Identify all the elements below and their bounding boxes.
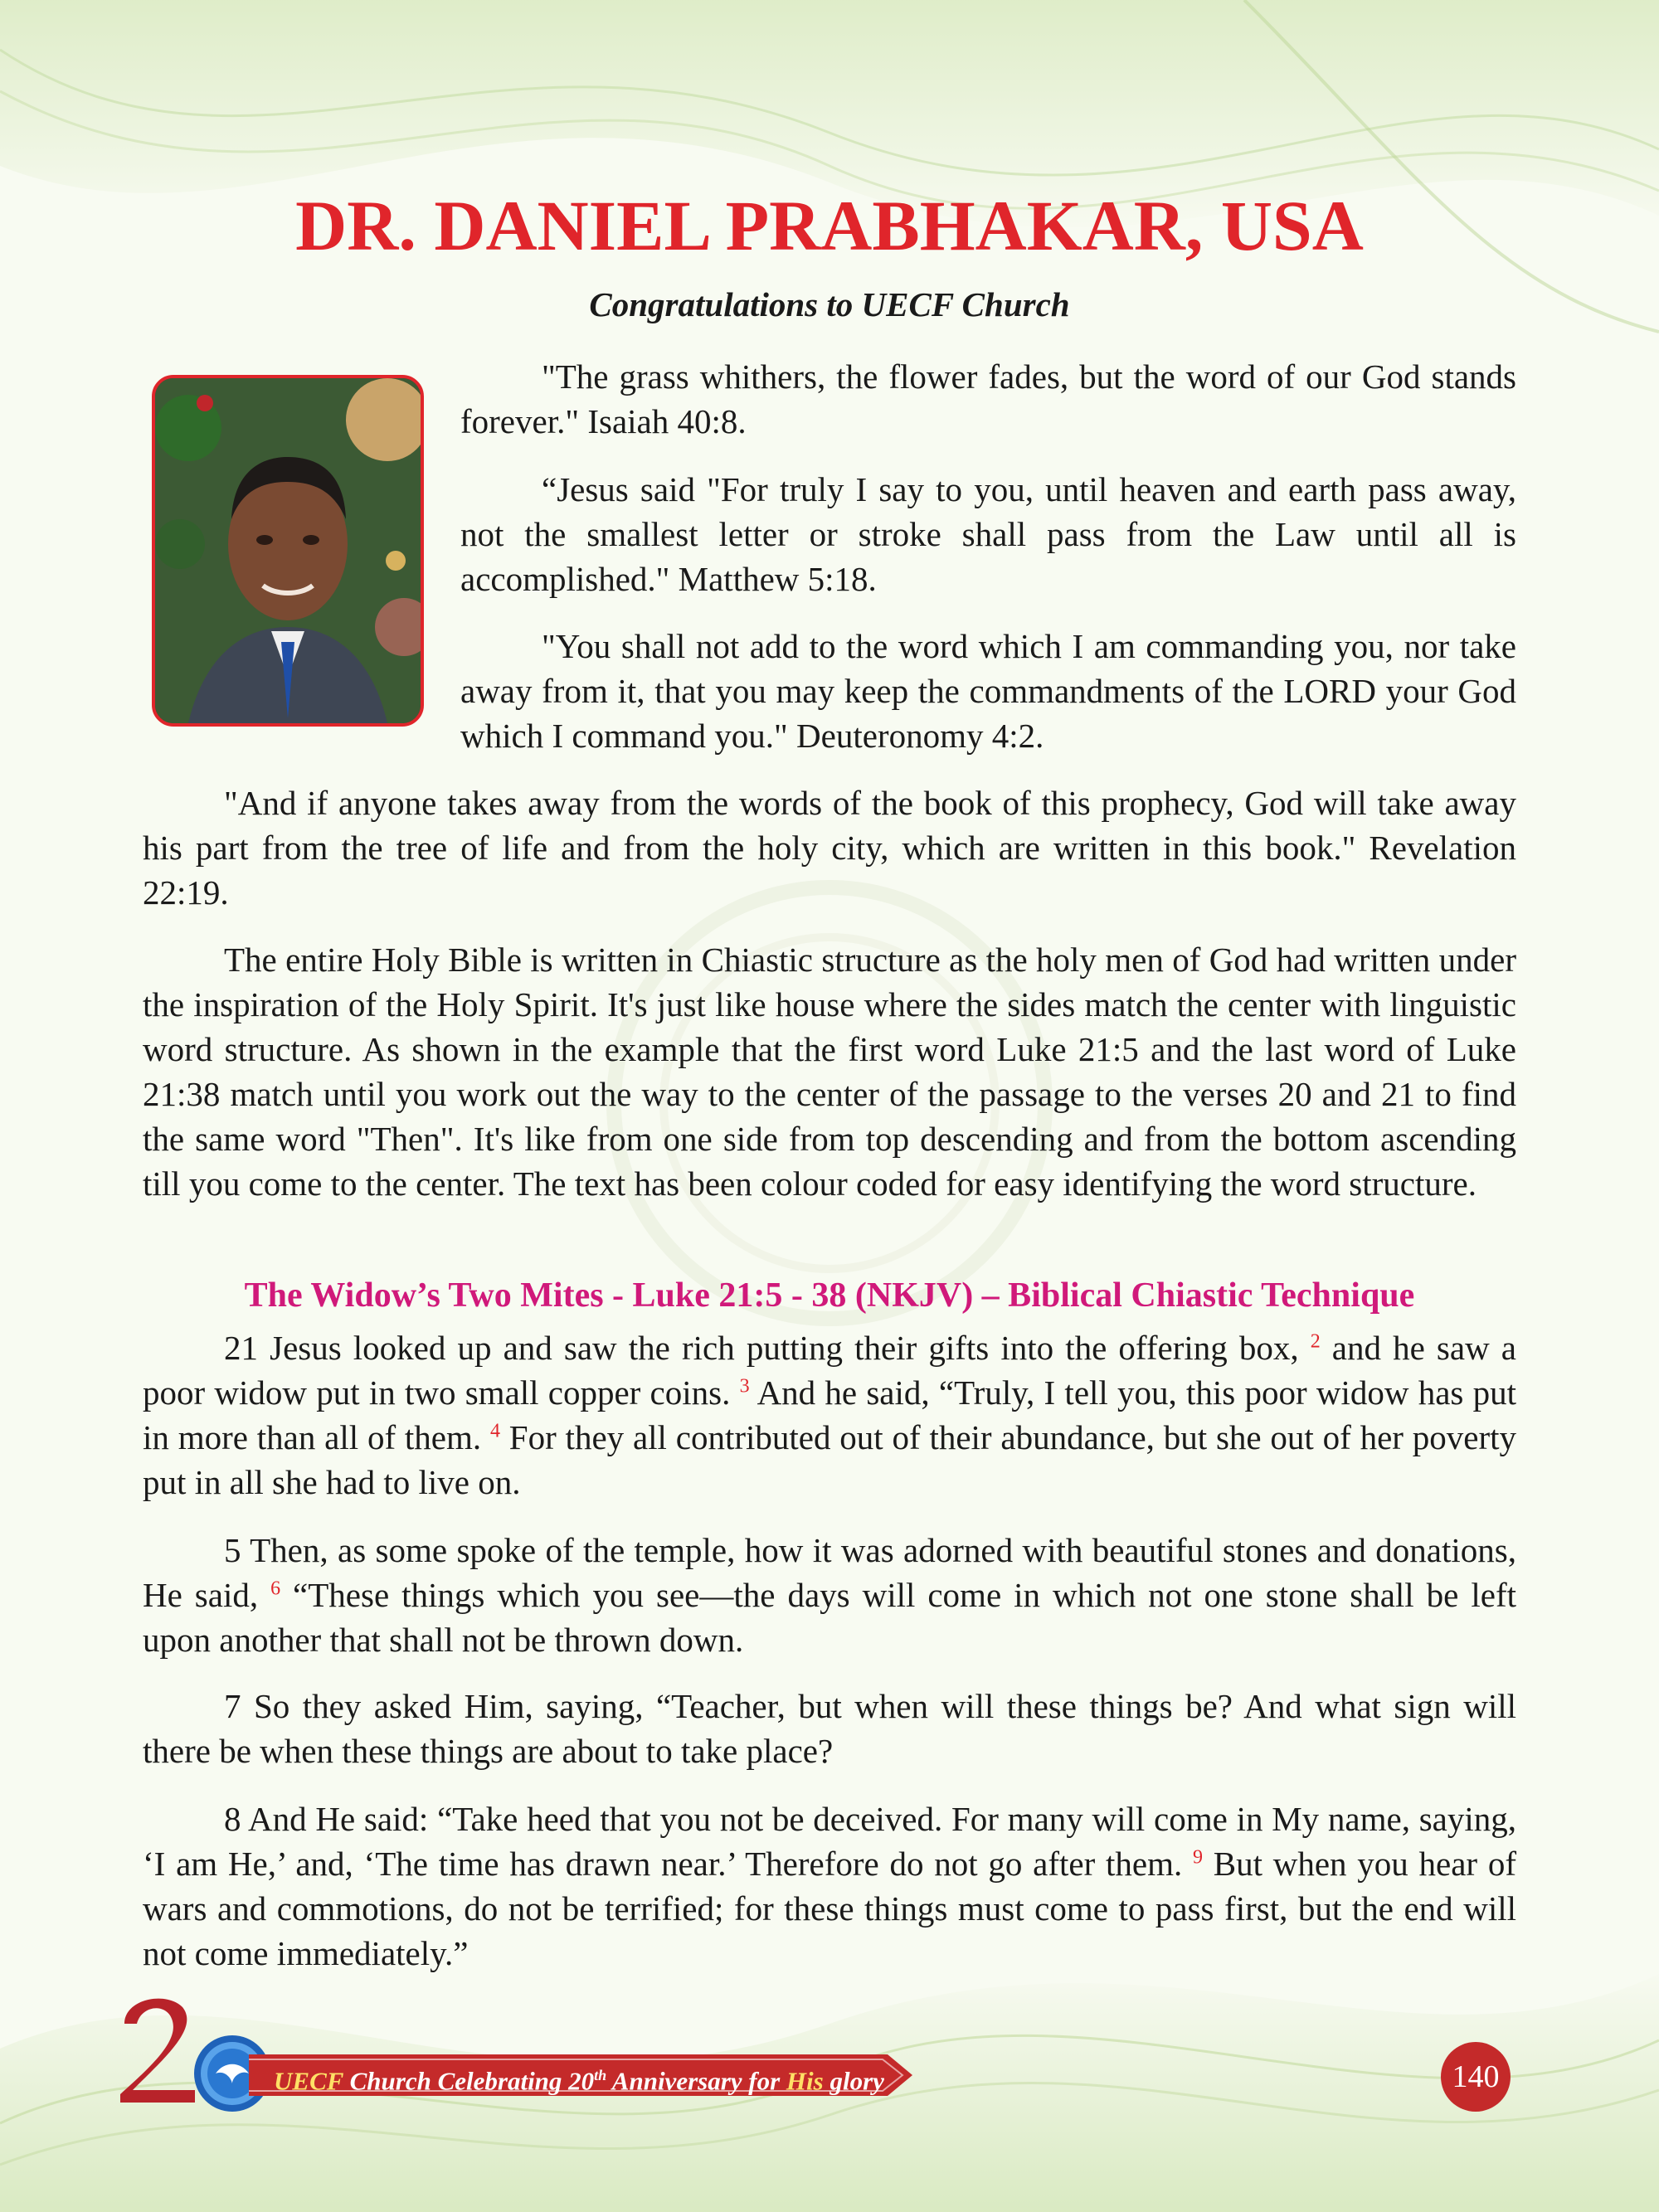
verse-8-9: 8 And He said: “Take heed that you not be deceived. For many will come in My name, saying, ‘I am He,’ and, ‘The time has drawn near.’ Therefore do not go after them. $^9$ But when you hear of wars and commotions, do not be terrified; for these things must come to pass first, but the end will not come immediately.” <box>143 1800 1517 1972</box>
page-title: DR. DANIEL PRABHAKAR, USA <box>295 186 1364 265</box>
verse-21-1-4: 21 Jesus looked up and saw the rich putting their gifts into the offering box, $^2$ and he saw a poor widow put in two small copper coins. $^3$ And he said, “Truly, I tell you, this poor widow has put in more than all of them. $^4$ For they all contributed out of their abundance, but she out of her poverty put in all she had to live on. <box>143 1329 1516 1501</box>
quote-isaiah: "The grass whithers, the flower fades, but the word of our God stands forever." Isaiah 40:8. <box>460 357 1516 440</box>
verse-5-6: 5 Then, as some spoke of the temple, how it was adorned with beautiful stones and donations, He said, $^6$ “These things which you see—the days will come in which not one stone shall be left upon another that shall not be thrown down. <box>143 1531 1516 1659</box>
paragraph-chiastic: The entire Holy Bible is written in Chiastic structure as the holy men of God had written under the inspiration of the Holy Spirit. It's just like house where the sides match the center with linguistic word structure. As shown in the example that the first word Luke 21:5 and the last word of Luke 21:38 match until you work out the way to the center of the passage to the verses 20 and 21 to find the same word "Then". It's like from one side from top descending and from the bottom ascending till you come to the center. The text has been colour coded for easy identifying the word structure. <box>143 941 1516 1203</box>
page-subtitle: Congratulations to UECF Church <box>589 285 1070 323</box>
verse-7: 7 So they asked Him, saying, “Teacher, but when will these things be? And what sign will there be when these things are about to take place? <box>143 1687 1516 1770</box>
author-photo <box>152 375 424 727</box>
footer-ribbon-text: UECF Church Celebrating 20th Anniversary for His glory <box>274 2066 884 2096</box>
section-heading: The Widow’s Two Mites - Luke 21:5 - 38 (NKJV) – Biblical Chiastic Technique <box>244 1276 1415 1315</box>
quote-matthew: “Jesus said "For truly I say to you, until heaven and earth pass away, not the smallest letter or stroke shall pass from the Law until all is accomplished." Matthew 5:18. <box>460 470 1516 598</box>
quote-deuteronomy: "You shall not add to the word which I am commanding you, nor take away from it, that you may keep the commandments of the LORD your God which I command you." Deuteronomy 4:2. <box>460 627 1516 755</box>
page-number: 140 <box>1441 2042 1511 2112</box>
quote-revelation: "And if anyone takes away from the words of the book of this prophecy, God will take away his part from the tree of life and from the holy city, which are written in this book." Revelation 22:19. <box>143 784 1516 912</box>
